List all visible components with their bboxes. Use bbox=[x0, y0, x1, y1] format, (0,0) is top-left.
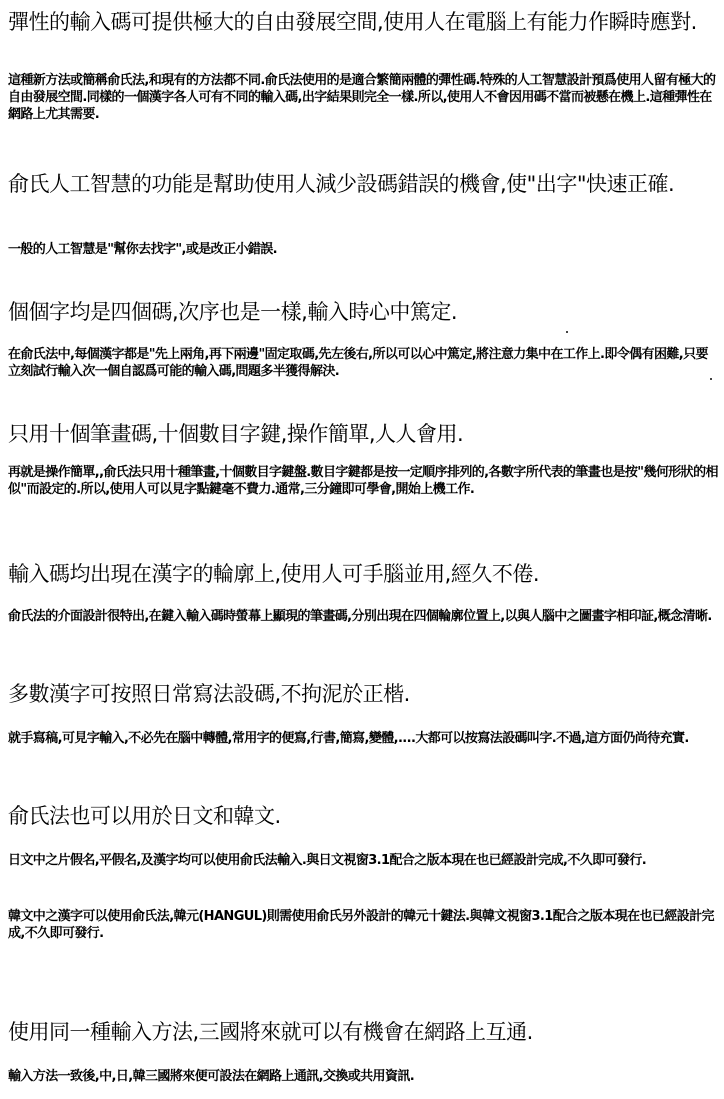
section-5-heading: 輸入碼均出現在漢字的輪廓上,使用人可手腦並用,經久不倦. bbox=[8, 562, 540, 586]
section-8-paragraph: 輸入方法一致後,中,日,韓三國將來便可設法在網路上通訊,交換或共用資訊. bbox=[8, 1069, 415, 1084]
section-3-heading: 個個字均是四個碼,次序也是一樣,輸入時心中篤定. bbox=[8, 300, 458, 324]
section-5-paragraph: 俞氏法的介面設計很特出,在鍵入輸入碼時螢幕上顯現的筆畫碼,分別出現在四個輪廓位置上,以與人腦中之圖畫字相印証,概念清晰. bbox=[8, 609, 712, 624]
section-7-paragraph-2: 韓文中之漢字可以使用俞氏法,韓元(HANGUL)則需使用俞氏另外設計的韓元十鍵法.與韓文視窗3.1配合之版本現在也已經設計完成,不久即可發行. bbox=[8, 909, 714, 941]
section-7-heading: 俞氏法也可以用於日文和韓文. bbox=[8, 804, 281, 828]
section-2-paragraph: 一般的人工智慧是"幫你去找字",或是改正小錯誤. bbox=[8, 242, 278, 257]
section-4-heading: 只用十個筆畫碼,十個數目字鍵,操作簡單,人人會用. bbox=[8, 422, 464, 446]
section-1-heading: 彈性的輸入碼可提供極大的自由發展空間,使用人在電腦上有能力作瞬時應對. bbox=[8, 10, 697, 34]
section-7-paragraph-1: 日文中之片假名,平假名,及漢字均可以使用俞氏法輸入.與日文視窗3.1配合之版本現在也已經設計完成,不久即可發行. bbox=[8, 853, 647, 868]
section-4-paragraph: 再就是操作簡單,,俞氏法只用十種筆畫,十個數目字鍵盤.數目字鍵都是按一定順序排列的,各數字所代表的筆畫也是按"幾何形狀的相似"而設定的.所以,使用人可以見字點鍵毫不費力.通常,三分鐘即可學會,開始上機工作. bbox=[8, 465, 718, 497]
section-3-paragraph: 在俞氏法中,每個漢字都是"先上兩角,再下兩邊"固定取碼,先左後右,所以可以心中篤定,將注意力集中在工作上.即令偶有困難,只要立刻試行輸入次一個自認爲可能的輸入碼,問題多半獲得解決. bbox=[8, 347, 708, 379]
section-1-paragraph: 這種新方法或簡稱俞氏法,和現有的方法都不同.俞氏法使用的是適合繁簡兩體的彈性碼.特殊的人工智慧設計預爲使用人留有極大的自由發展空間.同樣的一個漢字各人可有不同的輸入碼,出字結果則完全一樣.所以,使用人不會因用碼不當而被懸在機上.這種彈性在網路上尤其需要. bbox=[8, 73, 716, 122]
section-6-heading: 多數漢字可按照日常寫法設碼,不拘泥於正楷. bbox=[8, 682, 410, 706]
scan-speck bbox=[710, 378, 712, 380]
section-6-paragraph: 就手寫稿,可見字輸入,不必先在腦中轉體,常用字的便寫,行書,簡寫,變體,....大都可以按寫法設碼叫字.不過,這方面仍尚待充實. bbox=[8, 731, 689, 746]
section-8-heading: 使用同一種輸入方法,三國將來就可以有機會在網路上互通. bbox=[8, 1020, 533, 1044]
section-2-heading: 俞氏人工智慧的功能是幫助使用人減少設碼錯誤的機會,使"出字"快速正確. bbox=[8, 172, 675, 196]
scan-speck bbox=[566, 331, 568, 333]
